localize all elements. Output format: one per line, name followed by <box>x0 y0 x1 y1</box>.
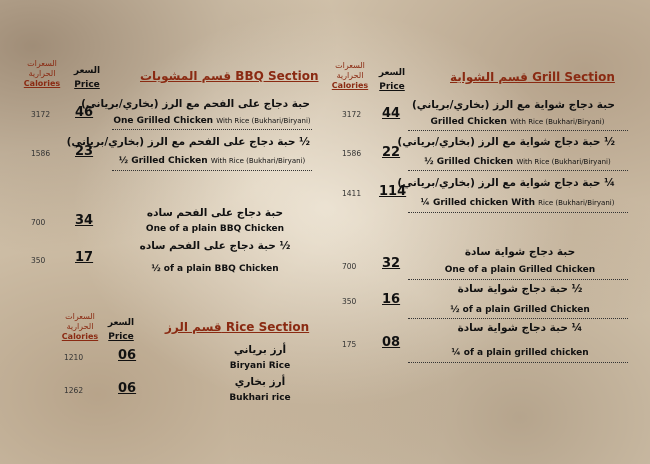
grill-item-1-calories: 3172 <box>342 110 362 119</box>
bbq-item-2-name-en <box>112 156 312 166</box>
rice-item-1-name-en: Biryani Rice <box>229 361 291 371</box>
grill-item-6-divider <box>408 362 628 363</box>
grill-calories-header <box>330 61 370 91</box>
bbq-item-2-name-ar: ½ حبة دجاج على الفحم مع الرز (بخاري/برياني) <box>66 136 310 148</box>
bbq-item-4-name-en: ½ of a plain BBQ Chicken <box>151 264 279 274</box>
grill-item-4-calories: 700 <box>342 262 357 271</box>
grill-item-1-name-en <box>420 117 615 127</box>
rice-item-2-price: 06 <box>118 381 137 396</box>
grill-item-5-divider <box>408 318 628 319</box>
grill-item-6-price: 08 <box>382 335 401 350</box>
bbq-item-2-price: 23 <box>75 144 94 159</box>
bbq-item-3-name-en: One of a plain BBQ Chicken <box>145 224 285 234</box>
grill-item-2-en-main: ½ Grilled Chicken <box>424 157 514 167</box>
bbq-item-4-price: 17 <box>75 250 94 265</box>
grill-item-3-calories: 1411 <box>342 189 362 198</box>
grill-item-2-divider <box>408 170 628 171</box>
calories-header-ar: السعرات الحرارية <box>65 312 95 331</box>
bbq-item-1-name-en <box>112 116 312 126</box>
price-header-ar: السعر <box>107 318 135 328</box>
calories-header-en: Calories <box>331 81 369 90</box>
grill-item-2-calories: 1586 <box>342 149 362 158</box>
rice-item-2-calories: 1262 <box>64 386 84 395</box>
rice-price-header <box>104 316 138 344</box>
price-header-ar: السعر <box>378 68 406 78</box>
grill-item-3-name-ar: ¼ حبة دجاج شواية مع الرز (بخاري/برياني) <box>397 177 615 189</box>
grill-item-6-name-ar: ¼ حبة دجاج شواية سادة <box>457 322 583 334</box>
rice-calories-header <box>60 312 100 342</box>
calories-header-en: Calories <box>61 332 99 341</box>
grill-item-2-name-ar: ½ حبة دجاج شواية مع الرز (بخاري/برياني) <box>397 136 615 148</box>
bbq-item-2-calories: 1586 <box>31 149 51 158</box>
grill-item-2-en-detail: With Rice (Bukhari/Biryani) <box>516 158 611 166</box>
grill-item-3-divider <box>408 212 628 213</box>
bbq-item-1-divider <box>112 129 312 130</box>
bbq-item-1-calories: 3172 <box>31 110 51 119</box>
calories-header-ar: السعرات الحرارية <box>335 61 365 80</box>
grill-item-4-name-ar: حبة دجاج شواية سادة <box>464 246 576 258</box>
grill-item-1-en-detail: With Rice (Bukhari/Biryani) <box>510 118 605 126</box>
grill-item-5-name-en: ½ of a plain Grilled Chicken <box>450 305 590 315</box>
grill-item-2-price: 22 <box>382 145 401 160</box>
bbq-item-1-price: 46 <box>75 105 94 120</box>
grill-item-6-name-en: ¼ of a plain grilled chicken <box>451 348 589 358</box>
bbq-calories-header <box>22 59 62 89</box>
grill-item-3-name-en <box>420 198 615 208</box>
bbq-section-title: قسم المشويات BBQ Section <box>140 69 319 83</box>
bbq-item-1-name-ar: حبة دجاج على الفحم مع الرز (بخاري/برياني) <box>81 98 310 110</box>
grill-item-5-name-ar: ½ حبة دجاج شواية سادة <box>457 283 583 295</box>
grill-item-3-price: 114 <box>379 184 407 199</box>
bbq-item-1-en-detail: With Rice (Bukhari/Biryani) <box>216 117 311 125</box>
grill-section-title: قسم الشواية Grill Section <box>450 70 615 84</box>
grill-item-5-price: 16 <box>382 292 401 307</box>
bbq-item-2-en-main: ½ Grilled Chicken <box>118 156 208 166</box>
bbq-item-4-calories: 350 <box>31 256 46 265</box>
grill-item-4-price: 32 <box>382 256 401 271</box>
grill-item-1-en-main: Grilled Chicken <box>430 117 507 127</box>
calories-header-ar: السعرات الحرارية <box>27 59 57 78</box>
bbq-item-2-en-detail: With Rice (Bukhari/Biryani) <box>210 157 306 165</box>
bbq-item-3-name-ar: حبة دجاج على الفحم ساده <box>146 207 284 219</box>
price-header-en: Price <box>108 332 134 342</box>
rice-item-1-calories: 1210 <box>64 353 84 362</box>
grill-item-1-divider <box>408 130 628 131</box>
price-header-ar: السعر <box>73 66 101 76</box>
grill-item-4-name-en: One of a plain Grilled Chicken <box>444 265 596 275</box>
grill-item-4-divider <box>408 279 628 280</box>
bbq-item-4-name-ar: ½ حبة دجاج على الفحم ساده <box>139 240 291 252</box>
rice-item-1-price: 06 <box>118 348 137 363</box>
rice-section-title: قسم الرز Rice Section <box>165 320 310 334</box>
bbq-price-header <box>70 64 104 92</box>
grill-item-6-calories: 175 <box>342 340 357 349</box>
bbq-item-2-divider <box>112 170 312 171</box>
grill-item-5-calories: 350 <box>342 297 357 306</box>
rice-item-2-name-ar: أرز بخاري <box>234 376 286 388</box>
price-header-en: Price <box>74 80 100 90</box>
calories-header-en: Calories <box>23 79 61 88</box>
price-header-en: Price <box>379 82 405 92</box>
grill-price-header <box>375 66 409 94</box>
bbq-item-3-calories: 700 <box>31 218 46 227</box>
grill-item-2-name-en <box>420 157 615 167</box>
bbq-item-1-en-main: One Grilled Chicken <box>113 116 214 126</box>
grill-item-3-en-main: ¼ Grilled chicken With <box>420 198 536 208</box>
grill-item-3-en-detail: Rice (Bukhari/Biryani) <box>538 199 615 207</box>
grill-item-1-price: 44 <box>382 106 401 121</box>
grill-item-1-name-ar: حبة دجاج شواية مع الرز (بخاري/برياني) <box>411 99 615 111</box>
rice-item-1-name-ar: أرز برياني <box>233 344 287 356</box>
bbq-item-3-price: 34 <box>75 213 94 228</box>
rice-item-2-name-en: Bukhari rice <box>229 393 291 403</box>
